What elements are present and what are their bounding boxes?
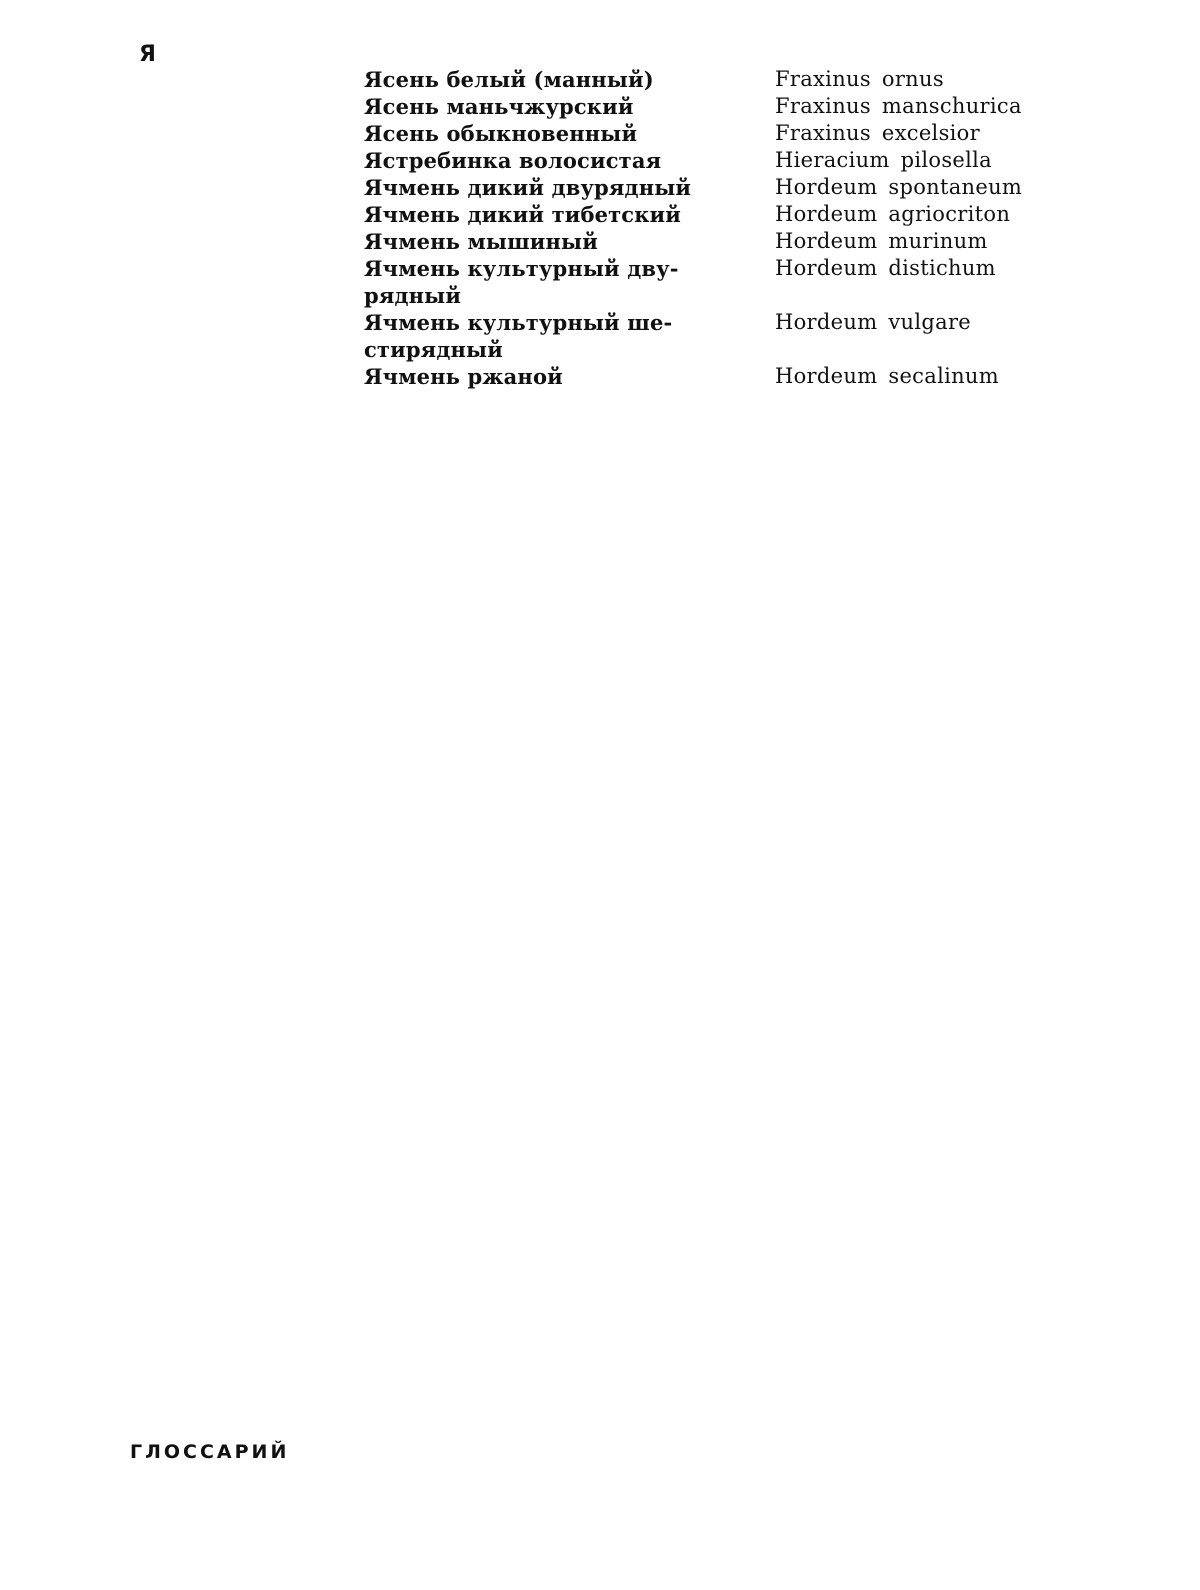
russian-name bbox=[364, 174, 775, 201]
russian-name-line: Ячмень дикий тибетский bbox=[364, 202, 681, 227]
glossary-entry bbox=[364, 228, 1064, 255]
russian-name-line: Ясень белый (манный) bbox=[364, 67, 654, 92]
russian-name bbox=[364, 228, 775, 255]
glossary-entry bbox=[364, 174, 1064, 201]
russian-name bbox=[364, 201, 775, 228]
russian-name bbox=[364, 147, 775, 174]
russian-name-line: Ястребинка волосистая bbox=[364, 148, 662, 173]
russian-name-line: Ячмень дикий двурядный bbox=[364, 175, 692, 200]
glossary-entry bbox=[364, 147, 1064, 174]
russian-name bbox=[364, 66, 775, 93]
russian-name-line: Ячмень мышиный bbox=[364, 229, 598, 254]
latin-name: Fraxinus ornus bbox=[775, 67, 944, 91]
latin-name: Hordeum distichum bbox=[775, 256, 996, 280]
latin-name: Hordeum agriocriton bbox=[775, 202, 1011, 226]
russian-name bbox=[364, 363, 775, 390]
latin-name: Hordeum vulgare bbox=[775, 310, 972, 334]
russian-name-line: Ясень обыкновенный bbox=[364, 121, 638, 146]
russian-name-line: Ячмень культурный дву- bbox=[364, 256, 679, 281]
latin-name: Hordeum spontaneum bbox=[775, 175, 1023, 199]
russian-name-line: Ячмень ржаной bbox=[364, 364, 563, 389]
running-footer: ГЛОССАРИЙ bbox=[130, 1441, 290, 1463]
glossary-entries bbox=[364, 66, 1064, 390]
glossary-entry bbox=[364, 201, 1064, 228]
glossary-entry bbox=[364, 93, 1064, 120]
section-letter: Я bbox=[139, 42, 156, 67]
glossary-entry bbox=[364, 309, 1064, 363]
glossary-entry bbox=[364, 363, 1064, 390]
latin-name: Fraxinus excelsior bbox=[775, 121, 980, 145]
latin-name: Hordeum secalinum bbox=[775, 364, 999, 388]
russian-name bbox=[364, 93, 775, 120]
latin-name: Fraxinus manschurica bbox=[775, 94, 1022, 118]
glossary-entry bbox=[364, 255, 1064, 309]
russian-name-line: Ячмень культурный ше- bbox=[364, 310, 673, 335]
russian-name bbox=[364, 120, 775, 147]
russian-name bbox=[364, 255, 775, 309]
glossary-entry bbox=[364, 120, 1064, 147]
latin-name: Hieracium pilosella bbox=[775, 148, 992, 172]
latin-name: Hordeum murinum bbox=[775, 229, 988, 253]
russian-name-line: стирядный bbox=[364, 337, 503, 362]
russian-name-line: Ясень маньчжурский bbox=[364, 94, 634, 119]
glossary-entry bbox=[364, 66, 1064, 93]
russian-name bbox=[364, 309, 775, 363]
russian-name-line: рядный bbox=[364, 283, 462, 308]
